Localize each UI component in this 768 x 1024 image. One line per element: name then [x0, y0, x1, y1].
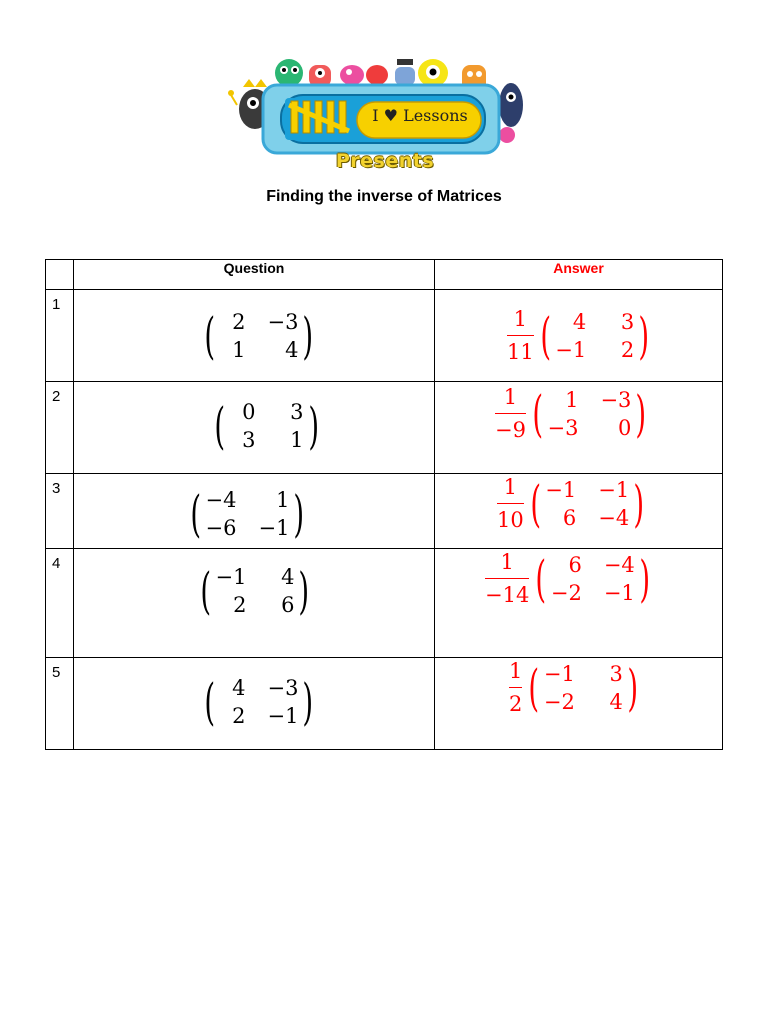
answer-cell: [435, 290, 723, 382]
matrix-entry: 4: [609, 689, 623, 714]
matrix-entry: 2: [233, 593, 247, 617]
fraction-denominator: −9: [495, 418, 526, 442]
answer-cell: [435, 549, 723, 658]
matrix-entry: −1: [555, 337, 587, 362]
answer-expression: $\frac{1}{-14}$ ( 6 −4 −2 −1 ): [485, 549, 650, 608]
question-cell: [74, 474, 435, 549]
matrix-entry: −3: [600, 387, 632, 412]
answer-expression: $\frac{1}{10}$ ( −1 −1 6 −4 ): [497, 474, 645, 533]
answer-fraction: [497, 474, 524, 533]
matrix-entry: 4: [281, 565, 295, 589]
header-answer: Answer: [435, 260, 723, 290]
table-header-row: [46, 260, 723, 290]
fraction-denominator: 11: [507, 340, 534, 364]
answer-cell: [435, 382, 723, 474]
matrix-entry: 3: [609, 661, 623, 686]
question-matrix: ( −1 4 2 6 ): [200, 562, 310, 620]
table-row: [46, 290, 723, 382]
answer-fraction: [495, 384, 526, 443]
matrix-entry: 2: [620, 337, 635, 362]
matrix-entry: 0: [618, 415, 632, 440]
answer-cell: [435, 474, 723, 549]
fraction-numerator: 1: [503, 385, 518, 409]
row-number: 2: [46, 382, 74, 474]
question-cell: [74, 382, 435, 474]
matrix-entry: −4: [603, 552, 635, 577]
matrix-entry: −4: [205, 488, 237, 512]
matrix-entry: 3: [242, 428, 256, 452]
logo-brand-text: I ♥ Lessons: [372, 106, 468, 125]
fraction-numerator: 1: [500, 550, 514, 574]
question-cell: [74, 549, 435, 658]
matrix-entry: −1: [603, 580, 635, 605]
answer-cell: [435, 658, 723, 750]
matrix-entry: 4: [572, 309, 587, 334]
matrix-entry: 1: [232, 338, 246, 362]
question-matrix: ( −4 1 −6 −1 ): [190, 485, 305, 543]
question-matrix: ( 4 −3 2 −1 ): [204, 673, 314, 731]
row-number: 1: [46, 290, 74, 382]
table-row: [46, 382, 723, 474]
matrix-entry: −4: [598, 505, 630, 530]
header-question: Question: [74, 260, 435, 290]
question-cell: [74, 290, 435, 382]
matrix-entry: 4: [285, 338, 299, 362]
matrix-entry: −2: [550, 580, 582, 605]
matrix-entry: −3: [547, 415, 579, 440]
fraction-numerator: 1: [513, 307, 528, 331]
row-number: 5: [46, 658, 74, 750]
fraction-denominator: 2: [509, 692, 523, 716]
row-number: 3: [46, 474, 74, 549]
table-row: [46, 658, 723, 750]
table-row: [46, 474, 723, 549]
matrix-entry: −1: [545, 477, 577, 502]
table-row: [46, 549, 723, 658]
matrix-entry: 4: [232, 676, 246, 700]
matrix-entry: −1: [215, 565, 247, 589]
header-number: [46, 260, 74, 290]
question-matrix: ( 0 3 3 1 ): [214, 397, 319, 455]
matrix-entry: 3: [290, 400, 304, 424]
inverse-matrices-table: [45, 259, 723, 750]
fraction-denominator: −14: [485, 583, 530, 607]
matrix-entry: −6: [205, 516, 237, 540]
answer-expression: $\frac{1}{-9}$ ( 1 −3 −3 0 ): [495, 384, 647, 443]
answer-expression: $\frac{1}{2}$ ( −1 3 −2 4 ): [509, 658, 638, 717]
presents-label: Presents: [335, 150, 435, 172]
matrix-entry: 0: [242, 400, 256, 424]
answer-fraction: [509, 658, 522, 717]
matrix-entry: −2: [543, 689, 575, 714]
matrix-entry: 2: [232, 704, 246, 728]
matrix-entry: 1: [565, 387, 579, 412]
answer-expression: $\frac{1}{11}$ ( 4 3 −1 2 ): [507, 306, 650, 365]
matrix-entry: −1: [598, 477, 630, 502]
matrix-entry: 1: [290, 428, 304, 452]
matrix-entry: 3: [620, 309, 635, 334]
matrix-entry: −3: [267, 310, 299, 334]
matrix-entry: 2: [232, 310, 246, 334]
matrix-entry: −1: [543, 661, 575, 686]
fraction-numerator: 1: [503, 475, 518, 499]
matrix-entry: 6: [568, 552, 582, 577]
matrix-entry: −3: [267, 676, 299, 700]
matrix-entry: 6: [562, 505, 577, 530]
matrix-entry: −1: [267, 704, 299, 728]
fraction-numerator: 1: [509, 659, 523, 683]
page-title: Finding the inverse of Matrices: [266, 188, 502, 205]
answer-fraction: [507, 306, 534, 365]
row-number: 4: [46, 549, 74, 658]
fraction-denominator: 10: [497, 508, 524, 532]
question-matrix: ( 2 −3 1 4 ): [204, 307, 314, 365]
answer-fraction: [485, 549, 529, 608]
question-cell: [74, 658, 435, 750]
matrix-entry: 6: [281, 593, 295, 617]
matrix-entry: 1: [276, 488, 290, 512]
matrix-entry: −1: [258, 516, 290, 540]
